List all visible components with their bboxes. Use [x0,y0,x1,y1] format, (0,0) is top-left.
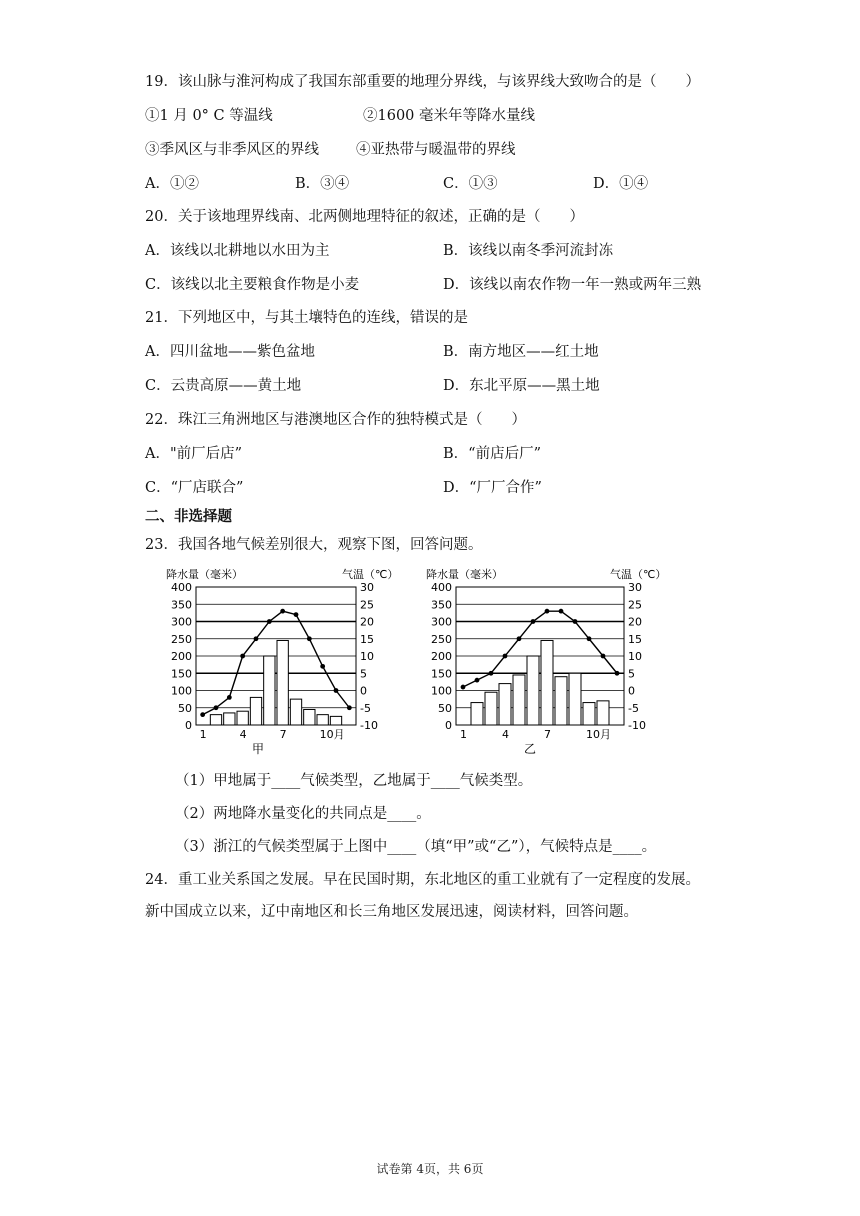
precip-bar [304,709,315,725]
left-tick-label: 250 [431,632,452,646]
left-tick-label: 150 [431,667,452,681]
q20-option-b: B．该线以南冬季河流封冻 [443,243,614,259]
right-tick-label: -5 [628,701,639,715]
left-axis-label: 降水量（毫米） [426,568,503,581]
left-tick-label: 50 [178,701,192,715]
right-tick-label: 20 [360,615,374,629]
left-tick-label: 0 [185,719,192,732]
left-tick-label: 300 [171,615,192,629]
temperature-point [461,685,466,690]
temperature-point [601,654,606,659]
right-tick-label: 20 [628,615,642,629]
temperature-line [203,611,350,715]
temperature-point [347,705,352,710]
x-tick-label: 10月 [586,728,611,741]
q23-stem: 23．我国各地气候差别很大，观察下图，回答问题。 [145,537,483,553]
right-tick-label: 5 [360,667,367,681]
section-title: 二、非选择题 [145,508,232,525]
q23-sub1: （1）甲地属于____气候类型，乙地属于____气候类型。 [175,773,533,789]
precip-bar [237,711,248,725]
right-tick-label: -5 [360,701,371,715]
temperature-point [334,688,339,693]
right-tick-label: 10 [360,650,374,663]
chart-title: 乙 [523,742,537,756]
q21-option-d: D．东北平原——黑土地 [443,378,600,394]
left-tick-label: 50 [438,701,452,715]
q23-sub3: （3）浙江的气候类型属于上图中____（填“甲”或“乙”），气候特点是____。 [175,839,657,855]
q21-option-a: A．四川盆地——紫色盆地 [145,344,315,360]
q24-line1: 24．重工业关系国之发展。早在民国时期，东北地区的重工业就有了一定程度的发展。 [145,872,700,888]
right-tick-label: 30 [628,581,642,594]
right-tick-label: 10 [628,650,642,663]
q19-item-3: ③季风区与非季风区的界线 [145,142,319,158]
precip-bar [569,673,581,725]
left-tick-label: 150 [171,667,192,681]
q22-option-c: C．“厂店联合” [145,480,244,496]
precip-bar [250,697,261,725]
precip-bar [583,703,595,725]
q20-option-a: A．该线以北耕地以水田为主 [145,243,330,259]
right-tick-label: 0 [628,684,635,698]
left-tick-label: 100 [171,684,192,698]
temperature-point [475,678,480,683]
left-tick-label: 200 [431,650,452,663]
x-tick-label: 7 [544,728,551,741]
temperature-point [503,654,508,659]
temperature-point [294,612,299,617]
temperature-point [615,671,620,676]
q20-option-d: D．该线以南农作物一年一熟或两年三熟 [443,277,702,293]
q19-item-1: ①1 月 0° C 等温线 [145,108,273,124]
right-tick-label: 0 [360,684,367,698]
climate-chart-yi [420,565,667,757]
x-tick-label: 1 [460,728,467,741]
temperature-point [254,636,259,641]
left-tick-label: 0 [445,719,452,732]
climate-chart-jia [160,565,399,757]
q22-option-d: D．“厂厂合作” [443,480,542,496]
precip-bar [224,713,235,725]
temperature-point [587,636,592,641]
left-tick-label: 350 [431,598,452,612]
right-tick-label: 25 [628,598,642,612]
precip-bar [290,699,301,725]
temperature-point [307,636,312,641]
right-tick-label: 15 [360,632,374,646]
page-footer: 试卷第 4页，共 6页 [376,1162,484,1176]
temperature-point [320,664,325,669]
left-tick-label: 400 [431,581,452,594]
temperature-line [463,611,617,687]
left-tick-label: 250 [171,632,192,646]
x-tick-label: 10月 [319,728,345,741]
right-tick-label: -10 [360,719,378,732]
left-axis-label: 降水量（毫米） [166,568,243,581]
q21-stem: 21．下列地区中，与其土壤特色的连线，错误的是 [145,310,468,326]
q21-option-c: C．云贵高原——黄土地 [145,378,302,394]
precip-bar [471,703,483,725]
right-tick-label: -10 [628,719,646,732]
q19-option-a: A．①② [145,176,199,192]
temperature-point [214,705,219,710]
q19-option-d: D．①④ [593,176,649,192]
left-tick-label: 200 [171,650,192,663]
x-tick-label: 4 [239,728,247,741]
q19-item-4: ④亚热带与暖温带的界线 [356,142,516,158]
precip-bar [513,675,525,725]
q19-option-c: C．①③ [443,176,498,192]
q19-stem: 19．该山脉与淮河构成了我国东部重要的地理分界线，与该界线大致吻合的是（ ） [145,74,700,90]
temperature-point [573,619,578,624]
q21-option-b: B．南方地区——红土地 [443,344,599,360]
q24-line2: 新中国成立以来，辽中南地区和长三角地区发展迅速，阅读材料，回答问题。 [145,904,638,920]
left-tick-label: 350 [171,598,192,612]
precip-bar [597,701,609,725]
left-tick-label: 300 [431,615,452,629]
x-tick-label: 4 [502,728,509,741]
right-axis-label: 气温（℃） [610,568,667,581]
temperature-point [267,619,272,624]
precip-bar [527,656,539,725]
chart-title: 甲 [251,742,265,756]
right-tick-label: 30 [360,581,374,594]
precip-bar [277,640,288,725]
left-tick-label: 400 [171,581,192,594]
precip-bar [541,640,553,725]
x-tick-label: 1 [199,728,207,741]
x-tick-label: 7 [279,728,287,741]
precip-bar [264,656,275,725]
q22-option-a: A．"前厂后店” [145,446,243,462]
temperature-point [200,712,205,717]
temperature-point [489,671,494,676]
temperature-point [240,654,245,659]
right-axis-label: 气温（℃） [342,568,399,581]
temperature-point [517,636,522,641]
temperature-point [280,609,285,614]
right-tick-label: 15 [628,632,642,646]
q22-option-b: B．“前店后厂” [443,446,541,462]
temperature-point [531,619,536,624]
q20-option-c: C．该线以北主要粮食作物是小麦 [145,277,360,293]
precip-bar [330,716,341,725]
q22-stem: 22．珠江三角洲地区与港澳地区合作的独特模式是（ ） [145,412,526,428]
left-tick-label: 100 [431,684,452,698]
precip-bar [210,715,221,725]
temperature-point [545,609,550,614]
precip-bar [485,692,497,725]
precip-bar [499,684,511,725]
q20-stem: 20．关于该地理界线南、北两侧地理特征的叙述，正确的是（ ） [145,209,584,225]
temperature-point [559,609,564,614]
right-tick-label: 25 [360,598,374,612]
q19-option-b: B．③④ [295,176,350,192]
q19-item-2: ②1600 毫米年等降水量线 [363,108,536,124]
precip-bar [555,677,567,725]
right-tick-label: 5 [628,667,635,681]
temperature-point [227,695,232,700]
precip-bar [317,715,328,725]
q23-sub2: （2）两地降水量变化的共同点是____。 [175,806,431,822]
